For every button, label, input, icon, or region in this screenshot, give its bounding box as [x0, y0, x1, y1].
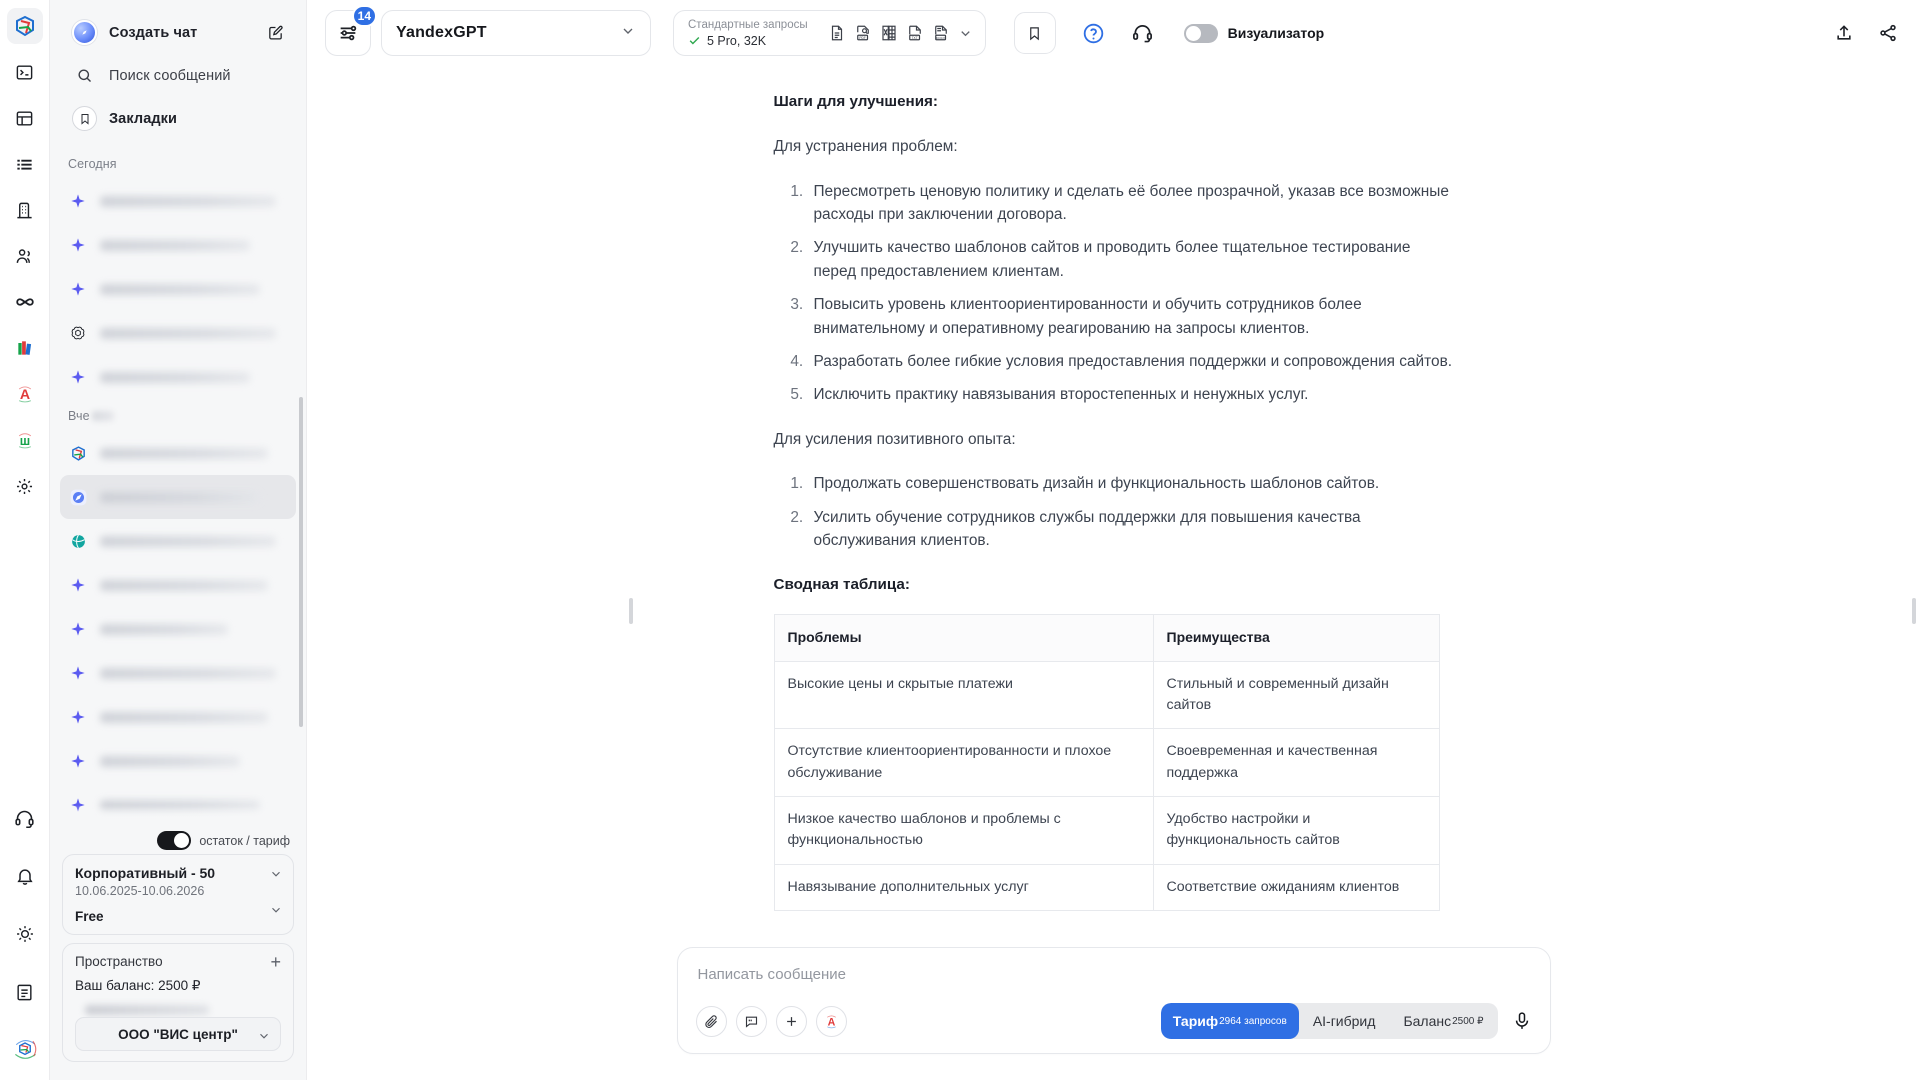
positive-list	[774, 472, 1454, 552]
chat-title-redacted	[100, 448, 268, 459]
organization-selector[interactable]	[75, 1017, 281, 1051]
tariff-count: 2964 запросов	[1219, 1015, 1287, 1027]
rail-item-logo[interactable]	[7, 8, 43, 44]
svg-text:A: A	[19, 387, 30, 403]
pdf-icon[interactable]	[854, 24, 872, 42]
status-segment	[1161, 1003, 1498, 1039]
add-button[interactable]	[776, 1006, 807, 1037]
table-cell: Удобство настройки и функциональность сайтов	[1153, 796, 1439, 864]
visualizer-label: Визуализатор	[1227, 25, 1325, 41]
sparkle-icon	[68, 751, 88, 771]
plan-card[interactable]	[62, 854, 294, 935]
quota-value: 5 Pro, 32K	[707, 33, 767, 48]
list-item: 2. Усилить обучение сотрудников службы поддержки для повышения качества обслуживания клиентов.	[808, 506, 1454, 553]
chat-list-item[interactable]	[60, 783, 296, 827]
icon-rail	[0, 0, 50, 1080]
chat-list-item[interactable]	[60, 739, 296, 783]
table-header-cell: Преимущества	[1153, 615, 1439, 661]
composer-toolbar	[696, 1003, 1532, 1039]
txt-icon[interactable]	[906, 24, 924, 42]
document-icon	[15, 983, 34, 1002]
chat-title-redacted	[100, 492, 260, 503]
quota-title: Стандартные запросы	[688, 18, 808, 31]
microphone-icon	[1512, 1011, 1532, 1031]
sliders-icon	[337, 22, 359, 44]
chat-list-item[interactable]	[60, 355, 296, 399]
add-space-button[interactable]: +	[270, 951, 281, 972]
rail-item-notifications[interactable]	[7, 858, 43, 894]
gpt-avatar-icon	[68, 487, 88, 507]
chat-title-redacted	[100, 240, 250, 251]
sparkle-icon	[68, 235, 88, 255]
microphone-button[interactable]	[1512, 1011, 1532, 1031]
app-logo-icon	[13, 14, 37, 38]
rail-item-terminal[interactable]	[7, 54, 43, 90]
sparkle-icon	[68, 707, 88, 727]
sidebar-header	[50, 0, 306, 147]
sun-icon	[15, 924, 35, 944]
new-chat-button[interactable]	[64, 14, 292, 51]
users-icon	[15, 247, 34, 266]
list-item: 3. Повысить уровень клиентоориентированности и обучить сотрудников более внимательному и оперативному реагированию на запросы клиентов.	[808, 293, 1454, 340]
chevron-down-icon	[620, 23, 636, 44]
letter-sh-icon	[15, 430, 35, 450]
sparkle-icon	[68, 279, 88, 299]
model-name: YandexGPT	[396, 24, 487, 41]
sparkle-icon	[68, 575, 88, 595]
table-title: Сводная таблица:	[773, 576, 910, 594]
table-cell: Низкое качество шаблонов и проблемы с функциональностью	[774, 796, 1153, 864]
chevron-down-icon[interactable]	[269, 867, 283, 886]
chat-group-title	[60, 399, 296, 431]
quota-value-row	[688, 33, 808, 49]
list-item: 5. Исключить практику навязывания второстепенных и ненужных услуг.	[808, 383, 1454, 406]
balance-chip[interactable]	[1389, 1013, 1497, 1029]
upload-icon	[1834, 23, 1854, 43]
bell-icon	[15, 866, 35, 886]
sidebar-cards	[50, 854, 306, 1080]
summary-table	[774, 614, 1440, 910]
chat-title-redacted	[100, 580, 268, 591]
chat-title-redacted	[100, 712, 268, 723]
list-icon	[15, 155, 34, 174]
tariff-chip[interactable]	[1161, 1003, 1299, 1039]
rail-item-settings[interactable]	[7, 468, 43, 504]
plan-tier: Free	[75, 909, 104, 924]
rail-item-table[interactable]	[7, 100, 43, 136]
rail-item-support[interactable]	[7, 800, 43, 836]
conversation-content[interactable]	[307, 66, 1920, 947]
docx-icon[interactable]	[932, 24, 950, 42]
toggle-knob	[174, 833, 189, 848]
chat-list-item[interactable]	[60, 563, 296, 607]
table-cell: Навязывание дополнительных услуг	[774, 864, 1153, 910]
toggle-knob	[1186, 26, 1201, 41]
chat-group-title-text: Вче	[68, 409, 90, 423]
quote-bubble-icon	[744, 1014, 759, 1029]
svg-text:DOCX: DOCX	[935, 35, 945, 40]
sparkle-icon	[68, 619, 88, 639]
export-icons-group	[828, 24, 973, 42]
mode-label: AI-гибрид	[1312, 1013, 1376, 1029]
plan-period: 10.06.2025-10.06.2026	[75, 884, 205, 898]
balance-label: Баланс	[1403, 1013, 1452, 1029]
toolbar	[307, 0, 1920, 66]
spellcheck-button[interactable]	[816, 1006, 847, 1037]
prompt-library-button[interactable]	[736, 1006, 767, 1037]
rail-item-letter-a[interactable]	[7, 376, 43, 412]
letter-a-icon	[823, 1013, 840, 1030]
list-item: 1. Продолжать совершенствовать дизайн и функциональность шаблонов сайтов.	[808, 472, 1454, 495]
message-input[interactable]: Написать сообщение	[697, 966, 847, 983]
main-area	[307, 0, 1920, 1080]
chevron-down-icon	[257, 1029, 271, 1048]
balance-amount: 2500 ₽	[1452, 1015, 1484, 1027]
letter-a-icon	[15, 384, 35, 404]
space-title: Пространство	[75, 954, 163, 969]
brand-logo-icon	[11, 1036, 39, 1064]
bookmark-icon	[1027, 26, 1042, 41]
rail-item-theme[interactable]	[7, 916, 43, 952]
assistant-avatar-icon	[72, 20, 97, 45]
rail-item-docs[interactable]	[7, 974, 43, 1010]
chat-group-title: Сегодня	[68, 157, 117, 171]
space-card	[62, 943, 294, 1062]
rail-item-letter-sh[interactable]	[7, 422, 43, 458]
list-item: 2. Улучшить качество шаблонов сайтов и проводить более тщательное тестирование перед предоставлением клиентам.	[808, 236, 1454, 283]
plan-name: Корпоративный - 50	[75, 865, 216, 881]
content-heading: Шаги для улучшения:	[773, 93, 938, 110]
chat-title-redacted	[100, 372, 250, 383]
terminal-icon	[15, 63, 34, 82]
tariff-label: Тариф	[1172, 1013, 1219, 1029]
chat-list-item-active[interactable]	[60, 475, 296, 519]
chat-list-item[interactable]	[60, 607, 296, 651]
space-card-header	[75, 951, 281, 972]
table-row	[774, 864, 1439, 910]
model-selector[interactable]	[381, 10, 651, 56]
visualizer-toggle[interactable]	[1184, 24, 1218, 43]
chat-list[interactable]	[50, 147, 306, 831]
share-icon	[1878, 23, 1898, 43]
rail-item-library[interactable]	[7, 330, 43, 366]
support-button[interactable]	[1131, 22, 1154, 45]
table-header-cell: Проблемы	[774, 615, 1153, 661]
bookmark-icon	[72, 106, 97, 131]
chat-title-redacted	[100, 624, 228, 635]
chat-group-title-redacted	[92, 411, 114, 421]
sparkle-icon	[68, 367, 88, 387]
chat-list-item[interactable]	[60, 267, 296, 311]
sidebar	[50, 0, 307, 1080]
attach-button[interactable]	[696, 1006, 727, 1037]
table-header-row	[774, 615, 1439, 661]
sparkle-icon	[68, 663, 88, 683]
sidebar-scrollbar[interactable]	[299, 397, 303, 727]
chat-title-redacted	[100, 536, 276, 547]
chat-list-item[interactable]	[60, 179, 296, 223]
composer-area	[307, 947, 1920, 1080]
remaining-toggle-label: остаток / тариф	[199, 833, 290, 848]
quota-lines	[688, 18, 808, 49]
building-icon	[15, 201, 34, 220]
bookmark-button[interactable]	[1014, 12, 1056, 54]
organization-name: ООО "ВИС центр"	[118, 1026, 238, 1042]
table-body	[774, 661, 1439, 910]
infinity-icon	[14, 291, 36, 313]
table-row	[774, 796, 1439, 864]
settings-badge: 14	[352, 5, 377, 27]
svg-text:TXT: TXT	[911, 35, 918, 40]
bookmarks-label: Закладки	[109, 110, 178, 127]
new-chat-label: Создать чат	[109, 24, 198, 41]
settings-sliders-button[interactable]	[325, 10, 371, 56]
quota-panel	[673, 10, 986, 56]
table-row	[774, 729, 1439, 797]
help-button[interactable]	[1082, 22, 1105, 45]
chat-list-item[interactable]	[60, 223, 296, 267]
toolbar-right-group	[1834, 23, 1898, 43]
chat-title-redacted	[100, 756, 240, 767]
visualizer-control	[1184, 24, 1325, 43]
mode-chip[interactable]	[1299, 1013, 1390, 1029]
svg-text:ш: ш	[19, 434, 30, 448]
table-head	[774, 615, 1439, 661]
right-panel-handle[interactable]	[1912, 598, 1916, 624]
table-cell: Соответствие ожиданиям клиентов	[1166, 878, 1400, 895]
svg-text:A: A	[827, 1015, 835, 1028]
headset-icon	[1131, 22, 1154, 45]
chat-title-redacted	[100, 284, 260, 295]
paperclip-icon	[704, 1014, 719, 1029]
bookmarks-button[interactable]	[64, 100, 292, 137]
question-circle-icon	[1082, 22, 1105, 45]
headset-icon	[14, 808, 35, 829]
rail-item-infinity[interactable]	[7, 284, 43, 320]
chat-title-redacted	[100, 668, 276, 679]
svg-text:PDF: PDF	[859, 35, 866, 40]
rail-item-list[interactable]	[7, 146, 43, 182]
assistant-message	[774, 66, 1454, 911]
compose-icon[interactable]	[267, 24, 284, 41]
rail-item-brand[interactable]	[7, 1032, 43, 1068]
rail-bottom-group	[7, 800, 43, 1080]
improvement-list	[774, 180, 1454, 407]
table-cell: Своевременная и качественная поддержка	[1153, 729, 1439, 797]
table-cell: Стильный и современный дизайн сайтов	[1153, 661, 1439, 729]
rail-item-company[interactable]	[7, 192, 43, 228]
remaining-toggle[interactable]	[157, 831, 191, 850]
remaining-toggle-row	[50, 831, 306, 854]
gear-icon	[15, 477, 34, 496]
sparkle-icon	[68, 191, 88, 211]
table-icon	[15, 109, 34, 128]
chat-list-item[interactable]	[60, 311, 296, 355]
message-composer	[677, 947, 1551, 1054]
rail-item-users[interactable]	[7, 238, 43, 274]
chat-title-redacted	[100, 800, 260, 811]
content-intro-1: Для устранения проблем:	[773, 138, 958, 156]
sparkle-icon	[68, 795, 88, 815]
search-icon	[72, 63, 97, 88]
chat-list-item[interactable]	[60, 651, 296, 695]
table-cell: Высокие цены и скрытые платежи	[774, 661, 1153, 729]
space-balance: Ваш баланс: 2500 ₽	[75, 978, 201, 993]
list-item: 1. Пересмотреть ценовую политику и сделать её более прозрачной, указав все возможные расходы при заключении договора.	[808, 180, 1454, 227]
plus-icon	[784, 1014, 799, 1029]
share-button[interactable]	[1878, 23, 1898, 43]
chat-title-redacted	[100, 328, 276, 339]
xls-icon[interactable]	[880, 24, 898, 42]
chat-list-item[interactable]	[60, 519, 296, 563]
compass-icon	[78, 26, 91, 39]
table-cell: Отсутствие клиентоориентированности и плохое обслуживание	[774, 729, 1153, 797]
chat-title-redacted	[100, 196, 276, 207]
upload-button[interactable]	[1834, 23, 1854, 43]
doc-icon[interactable]	[828, 24, 846, 42]
list-item: 4. Разработать более гибкие условия предоставления поддержки и сопровождения сайтов.	[808, 350, 1454, 373]
chat-list-item[interactable]	[60, 431, 296, 475]
app-logo-icon	[68, 443, 88, 463]
org-subtitle-redacted	[85, 1005, 209, 1015]
globe-icon	[68, 531, 88, 551]
chevron-down-icon-secondary[interactable]	[269, 903, 283, 922]
check-icon	[688, 34, 701, 47]
chat-list-item[interactable]	[60, 695, 296, 739]
books-icon	[15, 338, 35, 358]
table-row	[774, 661, 1439, 729]
search-messages-button[interactable]	[64, 57, 292, 94]
content-intro-2: Для усиления позитивного опыта:	[773, 430, 1016, 448]
chevron-down-icon[interactable]	[958, 26, 973, 41]
search-messages-label: Поиск сообщений	[109, 67, 231, 84]
openai-icon	[68, 323, 88, 343]
sidebar-resize-handle[interactable]	[629, 598, 633, 624]
